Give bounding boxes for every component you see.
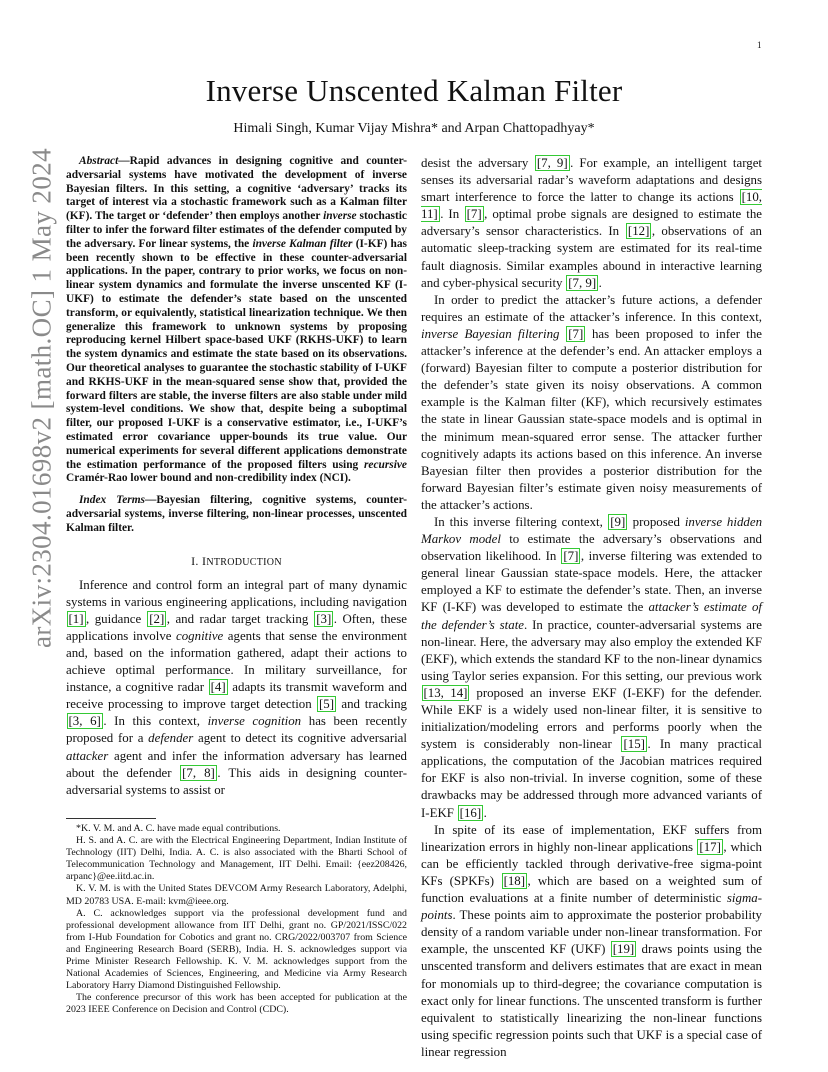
- citation-link[interactable]: [7]: [568, 326, 584, 341]
- body-paragraph: desist the adversary [7, 9] . For example, an intelligent target senses its adversarial radar’s waveform adaptations and designs smart interference to force the latter to change its actions [10, 11] . In [7] , optimal probe signals are designed to estimate the adversary’s sensor characteristics. In [12] , observations of an automatic sleep-tracking system are estimated for its real-time fault diagnosis. Similar examples abound in interactive learning and cyber-physical security [7, 9] .: [421, 156, 762, 290]
- citation-link[interactable]: [10, 11]: [421, 190, 762, 222]
- page-number: 1: [757, 40, 762, 50]
- citation-link[interactable]: [19]: [612, 942, 635, 957]
- citation-link[interactable]: [7]: [563, 549, 579, 564]
- citation-link[interactable]: [7, 8]: [182, 765, 215, 780]
- footnotes: [66, 818, 407, 1017]
- citation-link[interactable]: [3]: [316, 611, 332, 626]
- citation-link[interactable]: [1]: [68, 611, 84, 626]
- citation-link[interactable]: [16]: [459, 805, 482, 820]
- citation-link[interactable]: [2]: [149, 611, 165, 626]
- citation-link[interactable]: [5]: [319, 697, 335, 712]
- body-paragraph: In order to predict the attacker’s future actions, a defender requires an estimate of the attacker’s inference. In this context, inverse Bayesian filtering [7] has been proposed to infer the attacker’s inference at the defender’s end. An attacker employs a (forward) Bayesian filter to compute a posterior distribution for the defender’s state given its noisy observations. A common example is the Kalman filter (KF), which recursively estimates the state in linear Gaussian state-space models and is optimal in the minimum mean-squared error sense. The attacker further cognitively adapts its actions based on this inference. An inverse Bayesian filter then provides a posterior distribution for the forward Bayesian filter’s estimate given noisy measurements of the attacker’s actions.: [421, 292, 762, 512]
- citation-link[interactable]: [7]: [466, 207, 482, 222]
- citation-link[interactable]: [7, 9]: [536, 156, 568, 170]
- citation-link[interactable]: [15]: [623, 737, 645, 752]
- citation-link[interactable]: [7, 9]: [568, 275, 597, 290]
- paper-title: Inverse Unscented Kalman Filter: [205, 73, 623, 108]
- citation-link[interactable]: [18]: [503, 873, 526, 888]
- index-terms: Index Terms—Bayesian filtering, cognitive systems, counter-adversarial systems, inverse filtering, non-linear processes, unscented Kalman filter.: [66, 494, 407, 534]
- citation-link[interactable]: [13, 14]: [423, 685, 468, 700]
- citation-link[interactable]: [3, 6]: [68, 714, 101, 729]
- footnote: A. C. acknowledges support via the professional development fund and professional development allowance from IIT Delhi, grant no. GP/2021/ISSC/022 from I-Hub Foundation for Cobotics and grant no. CRG/2022/003707 from Science and Engineering Research Board (SERB), India. H. S. acknowledges support via Prime Minister Research Fellowship. K. V. M. acknowledges support from the National Academies of Sciences, Engineering, and Medicine via Army Research Laboratory Harry Diamond Distinguished Fellowship.: [66, 907, 407, 992]
- left-column: [66, 155, 407, 799]
- index-terms-lead: Index Terms: [79, 494, 145, 507]
- footnote: The conference precursor of this work has been accepted for publication at the 2023 IEEE Conference on Decision and Control (CDC).: [66, 992, 407, 1016]
- body-paragraph: In this inverse filtering context, [9] proposed inverse hidden Markov model to estimate the adversary’s observations and observation likelihood. In [7] , inverse filtering was extended to general linear Gaussian state-space models. Here, the attacker employed a KF to estimate the defender’s state. Then, an inverse KF (I-KF) was developed to estimate the attacker’s estimate of the defender’s state. In practice, counter-adversarial systems are non-linear. Here, the adversary may also employ the extended KF (EKF), which extends the standard KF to the non-linear dynamics using Taylor series expansion. For this setting, our previous work [13, 14] proposed an inverse EKF (I-EKF) for the defender. While EKF is a widely used non-linear filter, it is sensitive to initialization/modeling errors and performs poorly when the system is considerably non-linear [15] . In many practical applications, the computation of the Jacobian matrices required for EKF is also non-trivial. In inverse cognition, some of these drawbacks may be addressed through more advanced variants of I-EKF [16] .: [421, 514, 763, 820]
- right-column: [421, 155, 762, 1061]
- section-heading: I. INTRODUCTION: [191, 553, 282, 568]
- footnote-rule: [66, 818, 156, 819]
- arxiv-identifier: arXiv:2304.01698v2 [math.OC] 1 May 2024: [26, 147, 57, 649]
- abstract: Abstract—Rapid advances in designing cognitive and counter-adversarial systems have motivated the development of inverse Bayesian filters. In this setting, a cognitive ‘adversary’ tracks its target of interest via a stochastic framework such as a Kalman filter (KF). The target or ‘defender’ then employs another inverse stochastic filter to infer the forward filter estimates of the defender computed by the adversary. For linear systems, the inverse Kalman filter (I-KF) has been recently shown to be effective in these counter-adversarial applications. In the paper, contrary to prior works, we focus on non-linear system dynamics and formulate the inverse unscented KF (I-UKF) to estimate the defender’s state based on the unscented transform, or equivalently, statistical linearization technique. We then generalize this framework to unknown systems by proposing reproducing kernel Hilbert space-based UKF (RKHS-UKF) to learn the system dynamics and estimate the state based on its observations. Our theoretical analyses to guarantee the stochastic stability of I-UKF and RKHS-UKF in the mean-squared sense show that, provided the forward filters are stable, the inverse filters are also stable under mild system-level conditions. We show that, despite being a suboptimal filter, our proposed I-UKF is a conservative estimator, i.e., I-UKF’s estimated error covariance upper-bounds its true value. Our numerical experiments for several different applications demonstrate the estimation performance of the proposed filters using recursive Cramér-Rao lower bound and non-credibility index (NCI).: [66, 155, 407, 485]
- citation-link[interactable]: [4]: [210, 680, 226, 695]
- footnote: H. S. and A. C. are with the Electrical Engineering Department, Indian Institute of Technology (IIT) Delhi, India. A. C. is also associated with the Bharti School of Telecommunication Technology and Management, IIT Delhi. Email: {eez208426, arpanc}@ee.iitd.ac.in.: [66, 835, 407, 883]
- body-paragraph: In spite of its ease of implementation, EKF suffers from linearization errors in highly non-linear applications [17] , which can be efficiently tackled through derivative-free sigma-point KFs (SPKFs) [18] , which are based on a weighted sum of function evaluations at a finite number of deterministic sigma-points. These points aim to approximate the posterior probability density of a random variable under non-linear transformation. For example, the unscented KF (UKF) [19] draws points using the unscented transform and delivers estimates that are exact in mean for monomials up to third-degree; the covariance computation is exact only for linear functions. The unscented transform is further equivalent to statistically linearizing the non-linear functions using specific regression points such that UKF is a special case of linear regression: [421, 822, 763, 1059]
- intro-paragraph: Inference and control form an integral part of many dynamic systems in various engineering applications, including navigation [1] , guidance [2] , and radar target tracking [3] . Often, these applications involve cognitive agents that sense the environment and, based on the information gathered, adapt their actions to achieve optimal performance. In military surveillance, for instance, a cognitive radar [4] adapts its transmit waveform and receive processing to improve target detection [5] and tracking [3, 6] . In this context, inverse cognition has been recently proposed for a defender agent to detect its cognitive adversarial attacker agent and infer the information adversary has learned about the defender [7, 8] . This aids in designing counter-adversarial systems to assist or: [66, 577, 408, 797]
- abstract-lead: Abstract: [79, 155, 119, 167]
- citation-link[interactable]: [12]: [627, 224, 650, 239]
- citation-link[interactable]: [17]: [699, 839, 721, 854]
- footnote: K. V. M. is with the United States DEVCOM Army Research Laboratory, Adelphi, MD 20783 USA. E-mail: kvm@ieee.org.: [66, 883, 407, 907]
- footnote: *K. V. M. and A. C. have made equal contributions.: [76, 823, 281, 834]
- author-list: Himali Singh, Kumar Vijay Mishra* and Arpan Chattopadhyay*: [233, 121, 595, 136]
- citation-link[interactable]: [9]: [610, 514, 626, 529]
